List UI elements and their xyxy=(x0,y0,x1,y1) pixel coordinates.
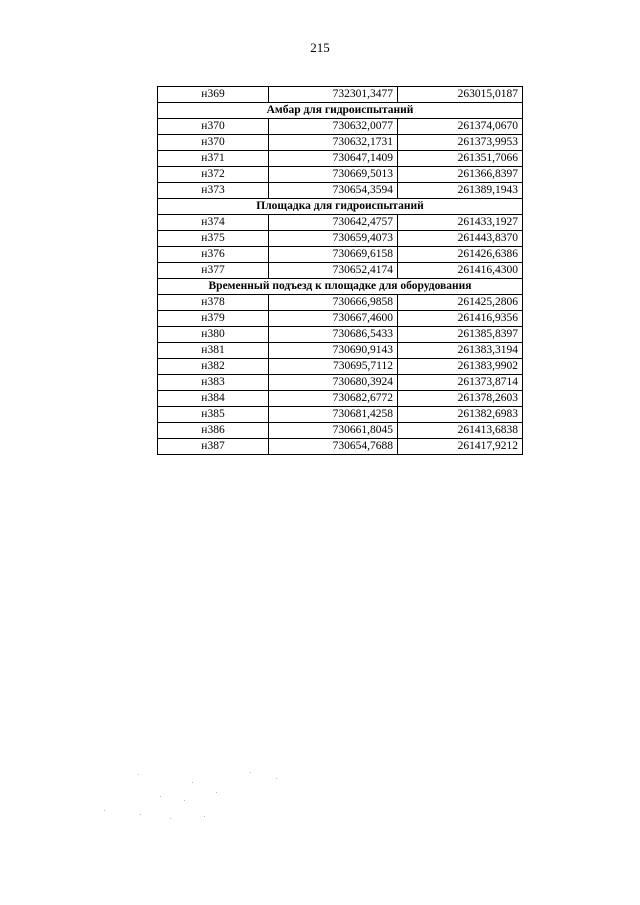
x-coordinate-cell: 730682,6772 xyxy=(269,391,398,407)
section-title: Площадка для гидроиспытаний xyxy=(158,199,523,215)
y-coordinate-cell: 261351,7066 xyxy=(398,151,523,167)
y-coordinate-cell: 261416,4300 xyxy=(398,263,523,279)
y-coordinate-cell: 261413,6838 xyxy=(398,423,523,439)
section-header-row xyxy=(158,279,523,295)
point-id-cell: н373 xyxy=(158,183,269,199)
x-coordinate-cell: 730654,3594 xyxy=(269,183,398,199)
point-id-cell: н375 xyxy=(158,231,269,247)
point-id-cell: н385 xyxy=(158,407,269,423)
point-id-cell: н386 xyxy=(158,423,269,439)
x-coordinate-cell: 730632,0077 xyxy=(269,119,398,135)
y-coordinate-cell: 261443,8370 xyxy=(398,231,523,247)
point-id-cell: н377 xyxy=(158,263,269,279)
scan-noise xyxy=(100,770,300,830)
x-coordinate-cell: 730632,1731 xyxy=(269,135,398,151)
table-row xyxy=(158,87,523,103)
y-coordinate-cell: 261389,1943 xyxy=(398,183,523,199)
point-id-cell: н370 xyxy=(158,119,269,135)
x-coordinate-cell: 730647,1409 xyxy=(269,151,398,167)
point-id-cell: н387 xyxy=(158,439,269,455)
point-id-cell: н381 xyxy=(158,343,269,359)
y-coordinate-cell: 261385,8397 xyxy=(398,327,523,343)
y-coordinate-cell: 261417,9212 xyxy=(398,439,523,455)
x-coordinate-cell: 730669,5013 xyxy=(269,167,398,183)
table-row xyxy=(158,407,523,423)
table-row xyxy=(158,263,523,279)
x-coordinate-cell: 730686,5433 xyxy=(269,327,398,343)
table-row xyxy=(158,327,523,343)
table-row xyxy=(158,423,523,439)
point-id-cell: н376 xyxy=(158,247,269,263)
y-coordinate-cell: 261416,9356 xyxy=(398,311,523,327)
x-coordinate-cell: 730667,4600 xyxy=(269,311,398,327)
x-coordinate-cell: 730654,7688 xyxy=(269,439,398,455)
table-row xyxy=(158,247,523,263)
section-header-row xyxy=(158,199,523,215)
y-coordinate-cell: 261433,1927 xyxy=(398,215,523,231)
x-coordinate-cell: 730680,3924 xyxy=(269,375,398,391)
table-row xyxy=(158,295,523,311)
x-coordinate-cell: 730669,6158 xyxy=(269,247,398,263)
x-coordinate-cell: 730666,9858 xyxy=(269,295,398,311)
page-number: 215 xyxy=(310,40,330,55)
table-row xyxy=(158,135,523,151)
table-row xyxy=(158,391,523,407)
table-row xyxy=(158,311,523,327)
coordinates-table-body xyxy=(158,87,523,455)
x-coordinate-cell: 730681,4258 xyxy=(269,407,398,423)
section-header-row xyxy=(158,103,523,119)
point-id-cell: н372 xyxy=(158,167,269,183)
point-id-cell: н378 xyxy=(158,295,269,311)
y-coordinate-cell: 261383,9902 xyxy=(398,359,523,375)
section-title: Временный подъезд к площадке для оборудования xyxy=(158,279,523,295)
x-coordinate-cell: 730652,4174 xyxy=(269,263,398,279)
y-coordinate-cell: 261383,3194 xyxy=(398,343,523,359)
y-coordinate-cell: 261366,8397 xyxy=(398,167,523,183)
table-row xyxy=(158,439,523,455)
y-coordinate-cell: 261374,0670 xyxy=(398,119,523,135)
table-row xyxy=(158,231,523,247)
point-id-cell: н379 xyxy=(158,311,269,327)
x-coordinate-cell: 730690,9143 xyxy=(269,343,398,359)
x-coordinate-cell: 730661,8045 xyxy=(269,423,398,439)
x-coordinate-cell: 732301,3477 xyxy=(269,87,398,103)
table-row xyxy=(158,119,523,135)
section-title: Амбар для гидроиспытаний xyxy=(158,103,523,119)
y-coordinate-cell: 261425,2806 xyxy=(398,295,523,311)
y-coordinate-cell: 261373,8714 xyxy=(398,375,523,391)
point-id-cell: н382 xyxy=(158,359,269,375)
table-row xyxy=(158,375,523,391)
y-coordinate-cell: 263015,0187 xyxy=(398,87,523,103)
point-id-cell: н370 xyxy=(158,135,269,151)
table-row xyxy=(158,167,523,183)
x-coordinate-cell: 730659,4073 xyxy=(269,231,398,247)
table-row xyxy=(158,151,523,167)
coordinates-table xyxy=(157,86,523,455)
y-coordinate-cell: 261426,6386 xyxy=(398,247,523,263)
x-coordinate-cell: 730695,7112 xyxy=(269,359,398,375)
y-coordinate-cell: 261373,9953 xyxy=(398,135,523,151)
table-row xyxy=(158,215,523,231)
point-id-cell: н369 xyxy=(158,87,269,103)
table-row xyxy=(158,343,523,359)
y-coordinate-cell: 261382,6983 xyxy=(398,407,523,423)
point-id-cell: н380 xyxy=(158,327,269,343)
point-id-cell: н383 xyxy=(158,375,269,391)
point-id-cell: н374 xyxy=(158,215,269,231)
point-id-cell: н371 xyxy=(158,151,269,167)
point-id-cell: н384 xyxy=(158,391,269,407)
x-coordinate-cell: 730642,4757 xyxy=(269,215,398,231)
table-row xyxy=(158,359,523,375)
y-coordinate-cell: 261378,2603 xyxy=(398,391,523,407)
table-row xyxy=(158,183,523,199)
